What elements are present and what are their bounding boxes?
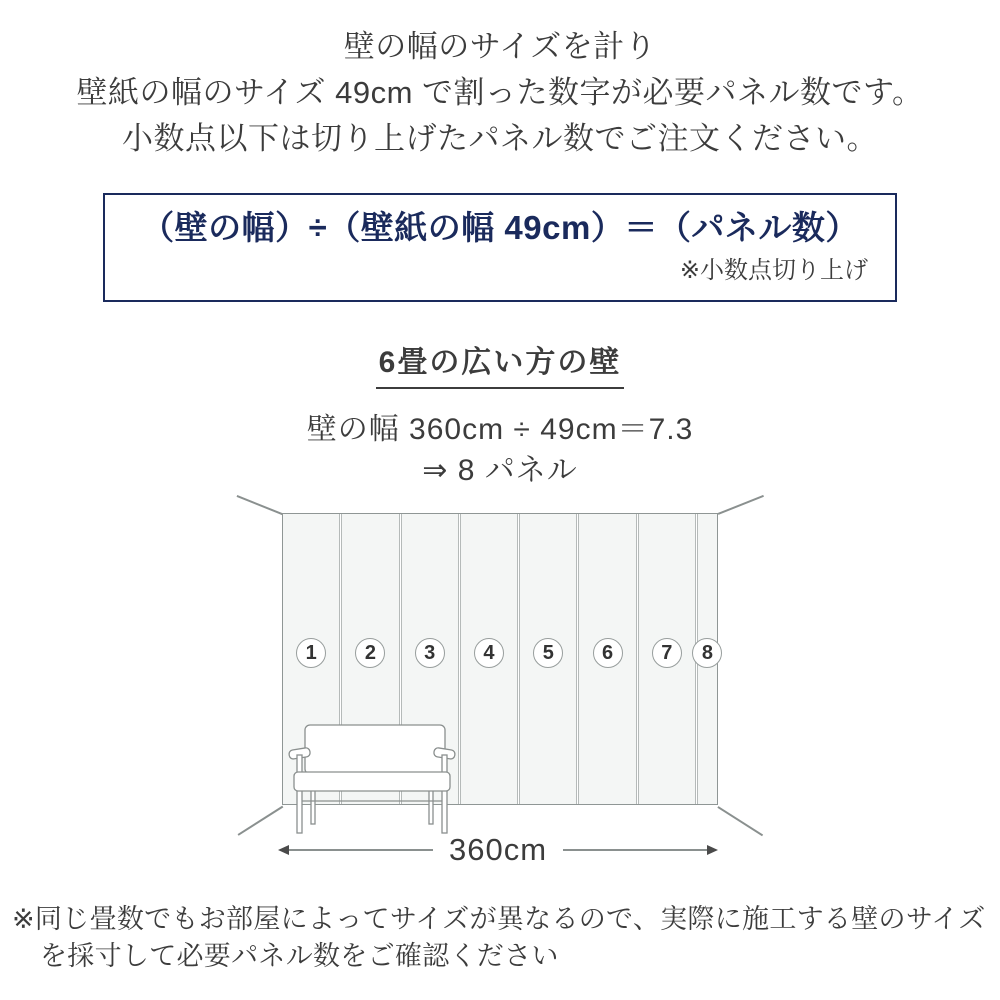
intro-line-1: 壁の幅のサイズを計り [343,29,657,64]
panel-5 [519,514,577,804]
footnote-line-2: を採寸して必要パネル数をご確認ください [40,941,559,971]
floor-corner-line-left [238,806,284,836]
panel-number-badge: 7 [652,638,682,668]
panel-number-badge: 6 [593,638,623,668]
example-title: 6畳の広い方の壁 [376,346,625,389]
example-result-line: ⇒ 8 パネル [422,454,578,487]
bench-icon [288,722,456,835]
panel-8 [697,514,717,804]
intro-line-2: 壁紙の幅のサイズ 49cm で割った数字が必要パネル数です。 [76,75,924,110]
floor-corner-line-right [718,806,764,836]
panel-number-badge: 4 [474,638,504,668]
panel-number-badge: 5 [533,638,563,668]
intro-line-3: 小数点以下は切り上げたパネル数でご注文ください。 [122,121,878,156]
panel-number-badge: 1 [296,638,326,668]
formula-note: ※小数点切り上げ [679,257,868,284]
ceiling-corner-line-right [718,495,764,515]
panel-7 [638,514,696,804]
arrowhead-left-icon [278,845,289,855]
footnote [12,901,988,975]
width-label: 360cm [448,832,548,867]
panel-6 [578,514,636,804]
formula-text: （壁の幅）÷（壁紙の幅 49cm）＝（パネル数） [141,209,859,246]
arrowhead-right-icon [707,845,718,855]
panel-number-badge: 3 [415,638,445,668]
panel-number-badge: 2 [355,638,385,668]
ceiling-corner-line-left [237,495,283,515]
footnote-line-1: ※同じ畳数でもお部屋によってサイズが異なるので、実際に施工する壁のサイズ [12,904,986,934]
panel-4 [460,514,518,804]
example-calc-line: 壁の幅 360cm ÷ 49cm＝7.3 [306,413,694,446]
panel-number-badge: 8 [692,638,722,668]
measure-line-right [563,849,707,851]
width-measure [278,832,718,868]
measure-line-left [289,849,433,851]
